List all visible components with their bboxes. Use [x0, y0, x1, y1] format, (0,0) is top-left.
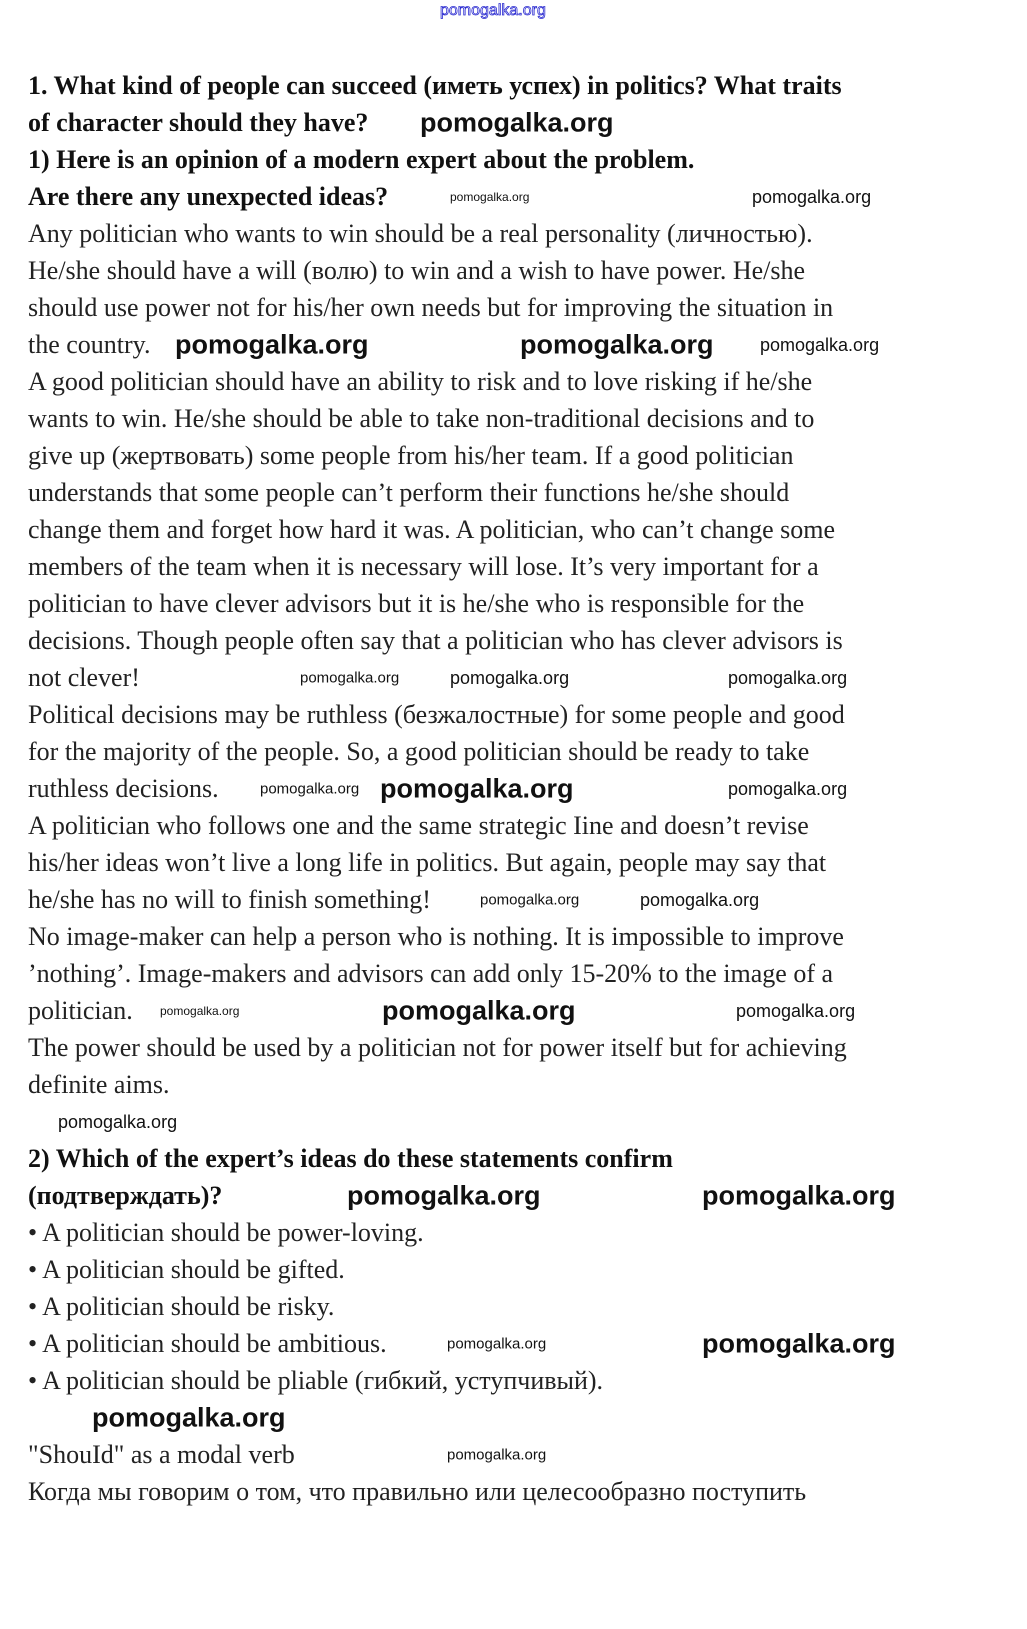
- watermark: pomogalka.org: [92, 1402, 286, 1432]
- watermark: pomogalka.org: [440, 2, 546, 19]
- watermark: pomogalka.org: [640, 889, 760, 910]
- text-line: No image-maker can help a person who is nothing. It is impossible to improve: [28, 922, 844, 951]
- watermark: pomogalka.org: [736, 1000, 856, 1021]
- text-line: understands that some people can’t perform their functions he/she should: [28, 478, 790, 507]
- text-line: ruthless decisions.: [28, 774, 219, 803]
- text-line: ’nothing’. Image-makers and advisors can add only 15-20% to the image of a: [28, 959, 834, 988]
- watermark: pomogalka.org: [752, 186, 872, 207]
- watermark: pomogalka.org: [58, 1111, 178, 1132]
- heading-line: of character should they have?: [28, 108, 369, 137]
- watermark: pomogalka.org: [728, 778, 848, 799]
- watermark: pomogalka.org: [760, 334, 880, 355]
- heading-line: Are there any unexpected ideas?: [28, 182, 389, 211]
- text-line: Political decisions may be ruthless (безжалостные) for some people and good: [28, 700, 845, 729]
- text-line: • A politician should be pliable (гибкий, уступчивый).: [28, 1366, 604, 1395]
- watermark: pomogalka.org: [447, 1446, 547, 1463]
- watermark: pomogalka.org: [382, 995, 576, 1025]
- watermark: pomogalka.org: [480, 891, 580, 908]
- watermark: pomogalka.org: [450, 667, 570, 688]
- text-line: give up (жертвовать) some people from his/her team. If a good politician: [28, 441, 794, 470]
- text-line: decisions. Though people often say that a politician who has clever advisors is: [28, 626, 843, 655]
- heading-line: 1. What kind of people can succeed (иметь успех) in politics? What traits: [28, 71, 842, 100]
- heading-line: (подтверждать)?: [28, 1181, 223, 1210]
- heading-line: 2) Which of the expert’s ideas do these statements confirm: [28, 1144, 673, 1173]
- watermark: pomogalka.org: [702, 1180, 896, 1210]
- text-line: "ShouId" as a modal verb: [28, 1440, 295, 1469]
- text-line: members of the team when it is necessary will lose. It’s very important for a: [28, 552, 819, 581]
- watermark: pomogalka.org: [450, 189, 530, 204]
- text-line: he/she has no will to finish something!: [28, 885, 431, 914]
- watermark: pomogalka.org: [420, 107, 614, 137]
- watermark: pomogalka.org: [160, 1003, 240, 1018]
- text-line: • A politician should be power-loving.: [28, 1218, 424, 1247]
- watermark: pomogalka.org: [447, 1335, 547, 1352]
- text-line: The power should be used by a politician not for power itself but for achieving: [28, 1033, 847, 1062]
- heading-line: 1) Here is an opinion of a modern expert about the problem.: [28, 145, 695, 174]
- watermark: pomogalka.org: [347, 1180, 541, 1210]
- text-line: the country.: [28, 330, 151, 359]
- watermark: pomogalka.org: [300, 669, 400, 686]
- watermark: pomogalka.org: [728, 667, 848, 688]
- text-line: should use power not for his/her own needs but for improving the situation in: [28, 293, 834, 322]
- text-line: Any politician who wants to win should be a real personality (личностью).: [28, 219, 813, 248]
- watermark: pomogalka.org: [380, 773, 574, 803]
- text-line: • A politician should be risky.: [28, 1292, 335, 1321]
- text-line: Когда мы говорим о том, что правильно или целесообразно поступить: [28, 1477, 807, 1506]
- text-line: change them and forget how hard it was. A politician, who can’t change some: [28, 515, 835, 544]
- text-line: • A politician should be gifted.: [28, 1255, 345, 1284]
- text-line: He/she should have a will (волю) to win and a wish to have power. He/she: [28, 256, 806, 285]
- text-line: definite aims.: [28, 1070, 170, 1099]
- text-line: • A politician should be ambitious.: [28, 1329, 387, 1358]
- watermark: pomogalka.org: [260, 780, 360, 797]
- watermark: pomogalka.org: [702, 1328, 896, 1358]
- text-line: wants to win. He/she should be able to take non-traditional decisions and to: [28, 404, 815, 433]
- text-line: politician.: [28, 996, 133, 1025]
- watermark: pomogalka.org: [520, 329, 714, 359]
- text-line: his/her ideas won’t live a long life in politics. But again, people may say that: [28, 848, 827, 877]
- text-line: for the majority of the people. So, a good politician should be ready to take: [28, 737, 810, 766]
- watermark: pomogalka.org: [175, 329, 369, 359]
- text-line: A politician who follows one and the same strategic Iine and doesn’t revise: [28, 811, 809, 840]
- text-line: A good politician should have an ability to risk and to love risking if he/she: [28, 367, 813, 396]
- text-line: politician to have clever advisors but it is he/she who is responsible for the: [28, 589, 805, 618]
- text-line: not clever!: [28, 663, 140, 692]
